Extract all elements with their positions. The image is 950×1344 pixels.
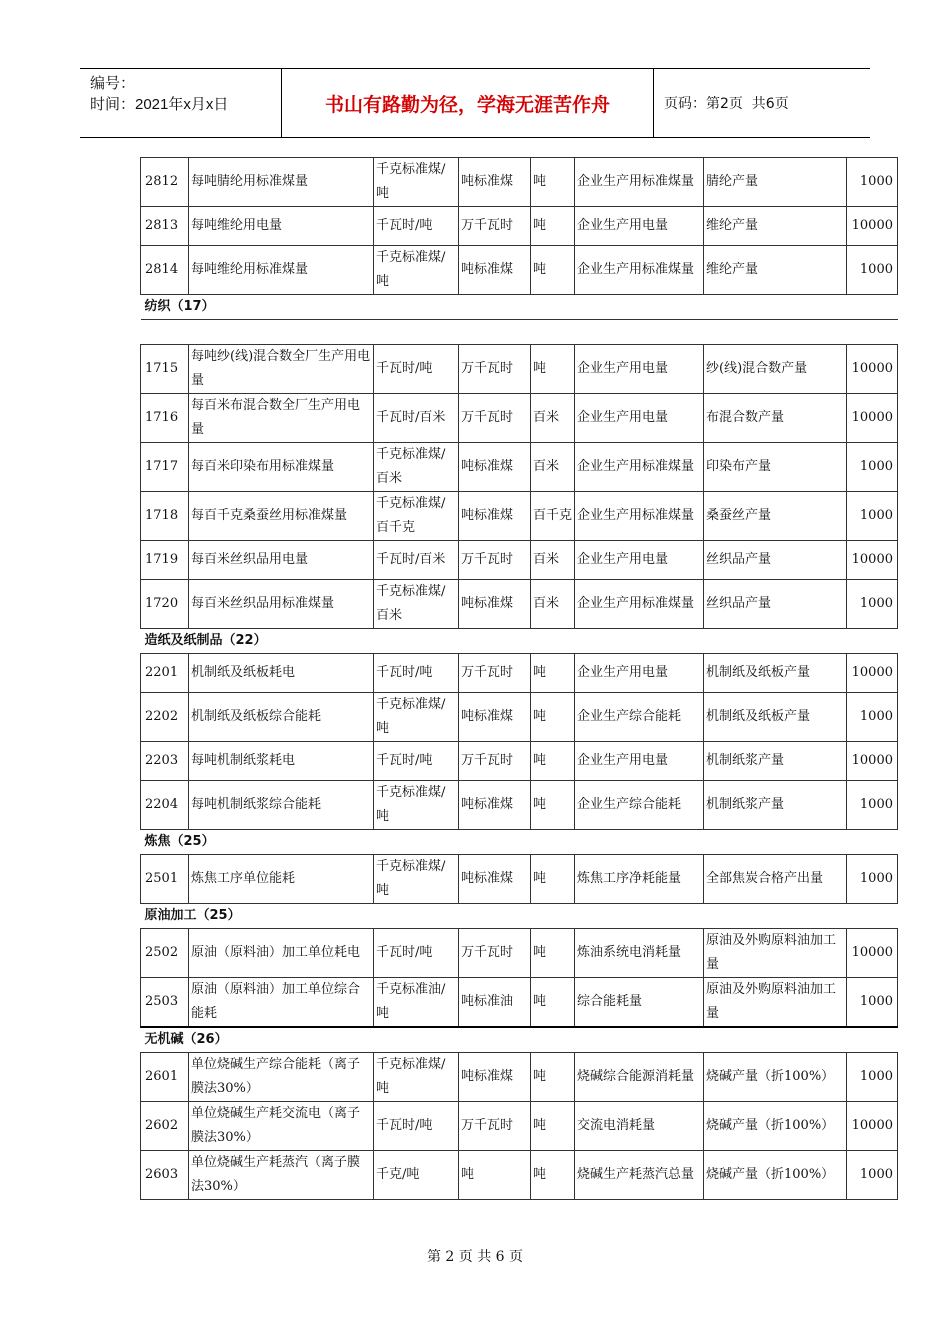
numerator-unit-cell: 万千瓦时 (459, 742, 531, 781)
table-row (141, 1053, 898, 1102)
numerator-cell: 综合能耗量 (575, 978, 704, 1028)
denominator-unit-cell: 吨 (531, 693, 575, 742)
denominator-unit-cell: 百米 (531, 541, 575, 580)
denominator-cell: 印染布产量 (704, 443, 847, 492)
indicator-name-cell: 炼焦工序单位能耗 (189, 855, 374, 904)
indicator-name-cell: 机制纸及纸板耗电 (189, 654, 374, 693)
code-cell: 2201 (141, 654, 189, 693)
factor-cell: 1000 (847, 443, 898, 492)
indicator-name-cell: 每吨维纶用标准煤量 (189, 246, 374, 295)
numerator-cell: 企业生产综合能耗 (575, 693, 704, 742)
numerator-cell: 企业生产用标准煤量 (575, 443, 704, 492)
factor-cell: 1000 (847, 693, 898, 742)
numerator-unit-cell: 万千瓦时 (459, 207, 531, 246)
denominator-unit-cell: 吨 (531, 855, 575, 904)
numerator-unit-cell: 吨标准煤 (459, 781, 531, 830)
page-footer (0, 1246, 950, 1266)
indicator-name-cell: 每百米丝织品用标准煤量 (189, 580, 374, 629)
indicator-name-cell: 每百千克桑蚕丝用标准煤量 (189, 492, 374, 541)
unit-cell: 千克标准煤/百千克 (374, 492, 459, 541)
footer-page-number: 第 2 页 共 6 页 (426, 1249, 524, 1265)
denominator-unit-cell: 吨 (531, 978, 575, 1028)
factor-cell: 10000 (847, 929, 898, 978)
numerator-unit-cell: 吨标准煤 (459, 580, 531, 629)
numerator-unit-cell: 万千瓦时 (459, 541, 531, 580)
code-cell: 2501 (141, 855, 189, 904)
indicator-name-cell: 单位烧碱生产综合能耗（离子膜法30%） (189, 1053, 374, 1102)
factor-cell: 1000 (847, 492, 898, 541)
code-cell: 2203 (141, 742, 189, 781)
unit-cell: 千瓦时/百米 (374, 394, 459, 443)
factor-cell: 10000 (847, 541, 898, 580)
denominator-unit-cell: 吨 (531, 246, 575, 295)
indicator-name-cell: 每吨维纶用电量 (189, 207, 374, 246)
table-row (141, 580, 898, 629)
denominator-cell: 维纶产量 (704, 207, 847, 246)
numerator-unit-cell: 吨标准煤 (459, 443, 531, 492)
numerator-cell: 企业生产用电量 (575, 654, 704, 693)
numerator-unit-cell: 万千瓦时 (459, 345, 531, 394)
indicator-name-cell: 原油（原料油）加工单位耗电 (189, 929, 374, 978)
numerator-unit-cell: 万千瓦时 (459, 1102, 531, 1151)
table-row (141, 781, 898, 830)
blank-row (141, 320, 898, 345)
denominator-cell: 原油及外购原料油加工量 (704, 929, 847, 978)
unit-cell: 千瓦时/吨 (374, 742, 459, 781)
section-header-row (141, 629, 898, 654)
numerator-unit-cell: 万千瓦时 (459, 394, 531, 443)
numerator-unit-cell: 吨 (459, 1151, 531, 1200)
code-cell: 1719 (141, 541, 189, 580)
factor-cell: 10000 (847, 1102, 898, 1151)
unit-cell: 千克标准煤/百米 (374, 580, 459, 629)
section-header-row (141, 295, 898, 320)
factor-cell: 1000 (847, 781, 898, 830)
page-header (80, 68, 870, 138)
unit-cell: 千瓦时/吨 (374, 929, 459, 978)
denominator-cell: 维纶产量 (704, 246, 847, 295)
code-cell: 1717 (141, 443, 189, 492)
numerator-unit-cell: 吨标准煤 (459, 492, 531, 541)
table-row (141, 855, 898, 904)
numerator-cell: 企业生产用标准煤量 (575, 580, 704, 629)
denominator-unit-cell: 百米 (531, 394, 575, 443)
numerator-unit-cell: 万千瓦时 (459, 929, 531, 978)
table-row (141, 742, 898, 781)
section-label: 纺织（17） (141, 295, 898, 320)
denominator-cell: 丝织品产量 (704, 541, 847, 580)
code-cell: 2603 (141, 1151, 189, 1200)
table-row (141, 443, 898, 492)
table-row (141, 1102, 898, 1151)
section-header-row (141, 830, 898, 855)
numerator-cell: 企业生产用电量 (575, 541, 704, 580)
factor-cell: 10000 (847, 654, 898, 693)
section-label: 无机碱（26） (141, 1027, 898, 1053)
unit-cell: 千瓦时/百米 (374, 541, 459, 580)
denominator-unit-cell: 吨 (531, 1151, 575, 1200)
denominator-cell: 全部焦炭合格产出量 (704, 855, 847, 904)
table-row (141, 929, 898, 978)
unit-cell: 千克标准油/吨 (374, 978, 459, 1028)
indicator-name-cell: 每吨机制纸浆综合能耗 (189, 781, 374, 830)
numerator-cell: 企业生产用标准煤量 (575, 158, 704, 207)
table-row (141, 492, 898, 541)
denominator-cell: 布混合数产量 (704, 394, 847, 443)
factor-cell: 10000 (847, 394, 898, 443)
unit-cell: 千克标准煤/吨 (374, 781, 459, 830)
denominator-cell: 桑蚕丝产量 (704, 492, 847, 541)
denominator-unit-cell: 吨 (531, 1053, 575, 1102)
numerator-cell: 企业生产用电量 (575, 742, 704, 781)
unit-cell: 千克标准煤/吨 (374, 246, 459, 295)
unit-cell: 千克标准煤/吨 (374, 693, 459, 742)
table-row (141, 158, 898, 207)
numerator-cell: 企业生产用电量 (575, 345, 704, 394)
denominator-cell: 腈纶产量 (704, 158, 847, 207)
denominator-unit-cell: 吨 (531, 929, 575, 978)
blank-cell (141, 320, 898, 345)
indicator-name-cell: 每百米布混合数全厂生产用电量 (189, 394, 374, 443)
factor-cell: 10000 (847, 207, 898, 246)
table-row (141, 541, 898, 580)
numerator-cell: 炼油系统电消耗量 (575, 929, 704, 978)
page-info-text: 页码：第2页 共6页 (664, 96, 789, 112)
code-cell: 1715 (141, 345, 189, 394)
header-page-info (654, 69, 870, 137)
denominator-unit-cell: 吨 (531, 781, 575, 830)
code-cell: 2812 (141, 158, 189, 207)
code-cell: 1718 (141, 492, 189, 541)
denominator-unit-cell: 吨 (531, 742, 575, 781)
code-cell: 2204 (141, 781, 189, 830)
denominator-unit-cell: 百米 (531, 443, 575, 492)
numerator-unit-cell: 吨标准油 (459, 978, 531, 1028)
denominator-cell: 丝织品产量 (704, 580, 847, 629)
indicator-table (140, 157, 898, 1200)
denominator-cell: 机制纸浆产量 (704, 742, 847, 781)
numerator-unit-cell: 吨标准煤 (459, 246, 531, 295)
numerator-unit-cell: 吨标准煤 (459, 158, 531, 207)
numerator-cell: 炼焦工序净耗能量 (575, 855, 704, 904)
table-row (141, 207, 898, 246)
code-cell: 1720 (141, 580, 189, 629)
factor-cell: 1000 (847, 158, 898, 207)
numerator-cell: 企业生产用电量 (575, 394, 704, 443)
factor-cell: 1000 (847, 1053, 898, 1102)
numerator-unit-cell: 万千瓦时 (459, 654, 531, 693)
unit-cell: 千瓦时/吨 (374, 345, 459, 394)
header-motto: 书山有路勤为径，学海无涯苦作舟 (282, 69, 654, 137)
code-cell: 2814 (141, 246, 189, 295)
code-cell: 2602 (141, 1102, 189, 1151)
factor-cell: 1000 (847, 1151, 898, 1200)
indicator-name-cell: 单位烧碱生产耗蒸汽（离子膜法30%） (189, 1151, 374, 1200)
unit-cell: 千克/吨 (374, 1151, 459, 1200)
section-header-row (141, 1027, 898, 1053)
numerator-cell: 企业生产用标准煤量 (575, 492, 704, 541)
indicator-name-cell: 单位烧碱生产耗交流电（离子膜法30%） (189, 1102, 374, 1151)
code-cell: 2813 (141, 207, 189, 246)
header-meta (80, 69, 282, 137)
section-label: 炼焦（25） (141, 830, 898, 855)
indicator-name-cell: 每百米印染布用标准煤量 (189, 443, 374, 492)
table-row (141, 394, 898, 443)
denominator-cell: 烧碱产量（折100%） (704, 1151, 847, 1200)
denominator-cell: 烧碱产量（折100%） (704, 1053, 847, 1102)
unit-cell: 千瓦时/吨 (374, 207, 459, 246)
unit-cell: 千克标准煤/吨 (374, 1053, 459, 1102)
factor-cell: 1000 (847, 978, 898, 1028)
section-label: 造纸及纸制品（22） (141, 629, 898, 654)
table-row (141, 978, 898, 1028)
indicator-name-cell: 每吨机制纸浆耗电 (189, 742, 374, 781)
section-header-row (141, 904, 898, 929)
code-cell: 2503 (141, 978, 189, 1028)
denominator-unit-cell: 百米 (531, 580, 575, 629)
denominator-unit-cell: 吨 (531, 345, 575, 394)
factor-cell: 1000 (847, 855, 898, 904)
denominator-unit-cell: 吨 (531, 158, 575, 207)
denominator-unit-cell: 吨 (531, 654, 575, 693)
table-row (141, 654, 898, 693)
unit-cell: 千克标准煤/吨 (374, 855, 459, 904)
indicator-name-cell: 每百米丝织品用电量 (189, 541, 374, 580)
indicator-name-cell: 每吨腈纶用标准煤量 (189, 158, 374, 207)
numerator-cell: 企业生产综合能耗 (575, 781, 704, 830)
numerator-cell: 烧碱综合能源消耗量 (575, 1053, 704, 1102)
numerator-unit-cell: 吨标准煤 (459, 693, 531, 742)
indicator-name-cell: 每吨纱(线)混合数全厂生产用电量 (189, 345, 374, 394)
unit-cell: 千克标准煤/吨 (374, 158, 459, 207)
numerator-cell: 企业生产用电量 (575, 207, 704, 246)
table-row (141, 246, 898, 295)
numerator-cell: 企业生产用标准煤量 (575, 246, 704, 295)
section-label: 原油加工（25） (141, 904, 898, 929)
factor-cell: 10000 (847, 345, 898, 394)
denominator-cell: 纱(线)混合数产量 (704, 345, 847, 394)
code-cell: 1716 (141, 394, 189, 443)
code-cell: 2202 (141, 693, 189, 742)
unit-cell: 千克标准煤/百米 (374, 443, 459, 492)
unit-cell: 千瓦时/吨 (374, 654, 459, 693)
numerator-cell: 交流电消耗量 (575, 1102, 704, 1151)
numerator-unit-cell: 吨标准煤 (459, 855, 531, 904)
number-label: 编号： (90, 75, 136, 92)
numerator-unit-cell: 吨标准煤 (459, 1053, 531, 1102)
denominator-unit-cell: 吨 (531, 1102, 575, 1151)
factor-cell: 1000 (847, 246, 898, 295)
code-cell: 2601 (141, 1053, 189, 1102)
denominator-unit-cell: 百千克 (531, 492, 575, 541)
unit-cell: 千瓦时/吨 (374, 1102, 459, 1151)
denominator-unit-cell: 吨 (531, 207, 575, 246)
code-cell: 2502 (141, 929, 189, 978)
time-label: 时间：2021年x月x日 (90, 96, 229, 113)
denominator-cell: 原油及外购原料油加工量 (704, 978, 847, 1028)
denominator-cell: 机制纸浆产量 (704, 781, 847, 830)
numerator-cell: 烧碱生产耗蒸汽总量 (575, 1151, 704, 1200)
denominator-cell: 机制纸及纸板产量 (704, 693, 847, 742)
denominator-cell: 烧碱产量（折100%） (704, 1102, 847, 1151)
indicator-name-cell: 原油（原料油）加工单位综合能耗 (189, 978, 374, 1028)
denominator-cell: 机制纸及纸板产量 (704, 654, 847, 693)
table-row (141, 693, 898, 742)
indicator-name-cell: 机制纸及纸板综合能耗 (189, 693, 374, 742)
factor-cell: 10000 (847, 742, 898, 781)
factor-cell: 1000 (847, 580, 898, 629)
table-row (141, 345, 898, 394)
table-row (141, 1151, 898, 1200)
